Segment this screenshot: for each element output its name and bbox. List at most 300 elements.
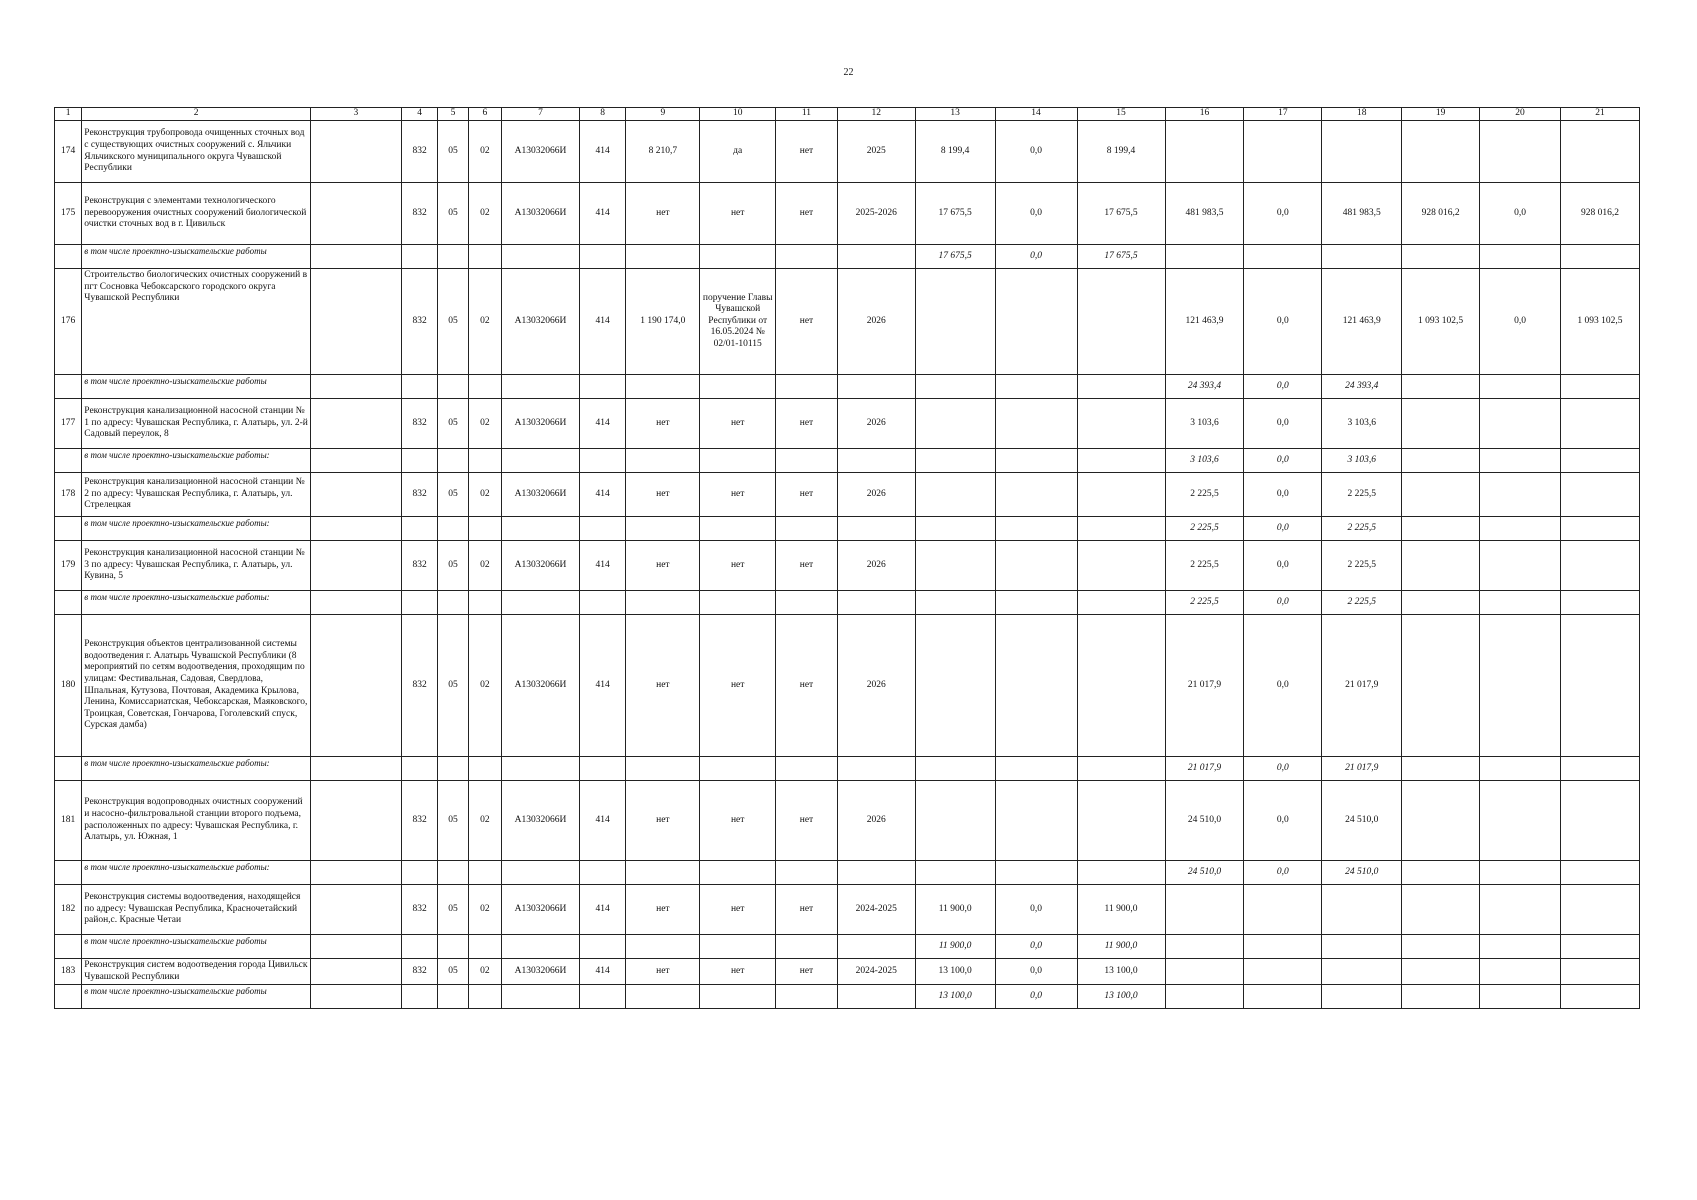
cell-empty — [837, 591, 915, 615]
cell-c10: нет — [700, 781, 776, 861]
cell-c13: 17 675,5 — [915, 245, 995, 269]
cell-c16: 2 225,5 — [1165, 517, 1244, 541]
subtotal-row-design-works — [55, 449, 1640, 473]
cell-c4: 832 — [401, 269, 437, 375]
cell-c16: 2 225,5 — [1165, 473, 1244, 517]
column-header: 1 — [55, 108, 82, 121]
cell-c20 — [1480, 541, 1561, 591]
cell-empty — [1560, 449, 1639, 473]
cell-c21 — [1560, 959, 1639, 985]
cell-empty — [579, 517, 626, 541]
cell-c16: 24 393,4 — [1165, 375, 1244, 399]
cell-empty — [579, 245, 626, 269]
cell-c13 — [915, 615, 995, 757]
cell-c12: 2026 — [837, 473, 915, 517]
cell-empty — [579, 591, 626, 615]
cell-c13 — [915, 473, 995, 517]
cell-c4: 832 — [401, 615, 437, 757]
cell-empty — [626, 375, 700, 399]
column-header: 18 — [1322, 108, 1402, 121]
cell-c4: 832 — [401, 959, 437, 985]
column-header: 14 — [995, 108, 1077, 121]
cell-c14: 0,0 — [995, 183, 1077, 245]
object-name: Реконструкция системы водоотведения, находящейся по адресу: Чувашская Республика, Красночетайский район,с. Красные Четаи — [82, 885, 311, 935]
cell-empty — [1402, 591, 1480, 615]
cell-c18: 3 103,6 — [1322, 449, 1402, 473]
cell-empty — [700, 449, 776, 473]
cell-c19 — [1402, 399, 1480, 449]
cell-c19 — [1402, 781, 1480, 861]
cell-c14 — [995, 269, 1077, 375]
row-number: 181 — [55, 781, 82, 861]
cell-c20: 0,0 — [1480, 183, 1561, 245]
cell-empty — [626, 245, 700, 269]
cell-empty — [502, 245, 580, 269]
cell-c6: 02 — [468, 541, 501, 591]
cell-c12: 2025 — [837, 121, 915, 183]
cell-empty — [837, 985, 915, 1009]
cell-c6: 02 — [468, 781, 501, 861]
cell-empty — [438, 517, 468, 541]
cell-c12: 2025-2026 — [837, 183, 915, 245]
cell-c17: 0,0 — [1244, 473, 1322, 517]
cell-empty — [776, 449, 838, 473]
cell-c9: нет — [626, 781, 700, 861]
cell-c13: 13 100,0 — [915, 985, 995, 1009]
cell-c18: 24 393,4 — [1322, 375, 1402, 399]
column-header: 13 — [915, 108, 995, 121]
cell-c8: 414 — [579, 399, 626, 449]
table-row — [55, 615, 1640, 757]
cell-empty — [626, 517, 700, 541]
cell-empty — [700, 861, 776, 885]
cell-c17: 0,0 — [1244, 375, 1322, 399]
column-header: 6 — [468, 108, 501, 121]
cell-c6: 02 — [468, 269, 501, 375]
cell-c16: 3 103,6 — [1165, 399, 1244, 449]
cell-c15 — [1077, 591, 1165, 615]
cell-c20: 0,0 — [1480, 269, 1561, 375]
cell-empty — [579, 861, 626, 885]
column-header: 2 — [82, 108, 311, 121]
cell-c8: 414 — [579, 959, 626, 985]
cell-c13 — [915, 591, 995, 615]
table-row — [55, 781, 1640, 861]
cell-c17: 0,0 — [1244, 541, 1322, 591]
cell-empty — [1402, 245, 1480, 269]
cell-c21: 928 016,2 — [1560, 183, 1639, 245]
cell-c11: нет — [776, 959, 838, 985]
cell-c14 — [995, 517, 1077, 541]
cell-empty — [401, 375, 437, 399]
cell-empty — [468, 375, 501, 399]
cell-empty — [1480, 591, 1561, 615]
cell-empty — [1402, 985, 1480, 1009]
cell-c17 — [1244, 985, 1322, 1009]
cell-empty — [1480, 517, 1561, 541]
cell-empty — [626, 861, 700, 885]
cell-c19: 1 093 102,5 — [1402, 269, 1480, 375]
cell-c19 — [1402, 541, 1480, 591]
cell-c4: 832 — [401, 399, 437, 449]
row-sublabel: в том числе проектно-изыскательские работы — [82, 985, 311, 1009]
cell-c11: нет — [776, 399, 838, 449]
cell-c5: 05 — [438, 615, 468, 757]
row-number: 175 — [55, 183, 82, 245]
row-sublabel: в том числе проектно-изыскательские работы: — [82, 757, 311, 781]
cell-empty — [502, 591, 580, 615]
cell-c12: 2024-2025 — [837, 959, 915, 985]
cell-c6: 02 — [468, 615, 501, 757]
cell-c15: 8 199,4 — [1077, 121, 1165, 183]
cell-c17 — [1244, 935, 1322, 959]
cell-empty — [438, 245, 468, 269]
column-header: 4 — [401, 108, 437, 121]
cell-c14 — [995, 399, 1077, 449]
cell-c9: нет — [626, 473, 700, 517]
cell-c7: А13032066И — [502, 781, 580, 861]
cell-c14: 0,0 — [995, 959, 1077, 985]
subtotal-row-design-works — [55, 517, 1640, 541]
cell-c15 — [1077, 861, 1165, 885]
cell-empty — [776, 861, 838, 885]
object-name: Реконструкция систем водоотведения города Цивильск Чувашской Республики — [82, 959, 311, 985]
cell-c18: 2 225,5 — [1322, 591, 1402, 615]
cell-empty — [468, 861, 501, 885]
cell-empty — [700, 245, 776, 269]
cell-empty — [310, 985, 401, 1009]
column-header: 3 — [310, 108, 401, 121]
row-sublabel: в том числе проектно-изыскательские работы — [82, 375, 311, 399]
cell-empty — [1402, 935, 1480, 959]
cell-empty — [502, 935, 580, 959]
cell-c14: 0,0 — [995, 985, 1077, 1009]
cell-empty — [55, 591, 82, 615]
cell-c14 — [995, 757, 1077, 781]
cell-c4: 832 — [401, 541, 437, 591]
cell-c18: 2 225,5 — [1322, 517, 1402, 541]
column-header: 12 — [837, 108, 915, 121]
cell-c17: 0,0 — [1244, 861, 1322, 885]
cell-c9: 1 190 174,0 — [626, 269, 700, 375]
cell-empty — [55, 757, 82, 781]
object-name: Реконструкция с элементами технологического перевооружения очистных сооружений биологической очистки сточных вод в г. Цивильск — [82, 183, 311, 245]
cell-empty — [626, 985, 700, 1009]
table-row — [55, 541, 1640, 591]
cell-empty — [468, 245, 501, 269]
subtotal-row-design-works — [55, 375, 1640, 399]
cell-c8: 414 — [579, 183, 626, 245]
cell-c16: 121 463,9 — [1165, 269, 1244, 375]
cell-c7: А13032066И — [502, 959, 580, 985]
cell-c17: 0,0 — [1244, 183, 1322, 245]
cell-empty — [310, 517, 401, 541]
cell-c14 — [995, 473, 1077, 517]
row-sublabel: в том числе проектно-изыскательские работы — [82, 245, 311, 269]
object-name: Реконструкция канализационной насосной станции № 2 по адресу: Чувашская Республика, г. Алатырь, ул. Стрелецкая — [82, 473, 311, 517]
cell-empty — [1560, 591, 1639, 615]
cell-c15: 17 675,5 — [1077, 183, 1165, 245]
cell-empty — [700, 517, 776, 541]
cell-c21 — [1560, 541, 1639, 591]
cell-empty — [776, 517, 838, 541]
cell-c9: нет — [626, 399, 700, 449]
cell-empty — [1480, 861, 1561, 885]
cell-c13 — [915, 449, 995, 473]
cell-empty — [776, 245, 838, 269]
cell-c8: 414 — [579, 269, 626, 375]
cell-c13 — [915, 269, 995, 375]
cell-empty — [502, 757, 580, 781]
cell-c21 — [1560, 781, 1639, 861]
cell-c17: 0,0 — [1244, 449, 1322, 473]
cell-empty — [700, 375, 776, 399]
cell-empty — [401, 757, 437, 781]
cell-c10: нет — [700, 473, 776, 517]
table-row — [55, 121, 1640, 183]
cell-c4: 832 — [401, 183, 437, 245]
column-header: 19 — [1402, 108, 1480, 121]
cell-c21 — [1560, 885, 1639, 935]
cell-c9: нет — [626, 959, 700, 985]
cell-c18 — [1322, 959, 1402, 985]
cell-empty — [401, 245, 437, 269]
cell-empty — [626, 449, 700, 473]
cell-c17: 0,0 — [1244, 269, 1322, 375]
cell-c14 — [995, 591, 1077, 615]
cell-c18: 2 225,5 — [1322, 541, 1402, 591]
column-header: 8 — [579, 108, 626, 121]
cell-empty — [401, 449, 437, 473]
cell-empty — [468, 449, 501, 473]
cell-c15 — [1077, 473, 1165, 517]
cell-empty — [401, 985, 437, 1009]
cell-empty — [438, 591, 468, 615]
cell-c13 — [915, 399, 995, 449]
cell-empty — [1560, 517, 1639, 541]
cell-c15 — [1077, 615, 1165, 757]
cell-empty — [55, 245, 82, 269]
cell-c15 — [1077, 781, 1165, 861]
subtotal-row-design-works — [55, 935, 1640, 959]
cell-c5: 05 — [438, 473, 468, 517]
cell-c5: 05 — [438, 781, 468, 861]
cell-c3 — [310, 473, 401, 517]
cell-empty — [700, 591, 776, 615]
cell-c16: 3 103,6 — [1165, 449, 1244, 473]
cell-c21 — [1560, 615, 1639, 757]
cell-c14 — [995, 541, 1077, 591]
row-sublabel: в том числе проектно-изыскательские работы: — [82, 449, 311, 473]
cell-c15 — [1077, 269, 1165, 375]
cell-c8: 414 — [579, 473, 626, 517]
cell-empty — [55, 449, 82, 473]
cell-c6: 02 — [468, 959, 501, 985]
cell-c5: 05 — [438, 399, 468, 449]
row-number: 182 — [55, 885, 82, 935]
cell-c10: нет — [700, 959, 776, 985]
cell-empty — [55, 861, 82, 885]
cell-c10: поручение Главы Чувашской Республики от 16.05.2024 № 02/01-10115 — [700, 269, 776, 375]
cell-c15 — [1077, 757, 1165, 781]
cell-c15 — [1077, 541, 1165, 591]
column-header: 16 — [1165, 108, 1244, 121]
cell-c7: А13032066И — [502, 541, 580, 591]
cell-c15: 13 100,0 — [1077, 985, 1165, 1009]
table-header — [55, 108, 1640, 121]
cell-c19 — [1402, 473, 1480, 517]
cell-c13: 13 100,0 — [915, 959, 995, 985]
cell-empty — [776, 375, 838, 399]
cell-empty — [468, 985, 501, 1009]
cell-c13 — [915, 517, 995, 541]
cell-c17 — [1244, 245, 1322, 269]
cell-c20 — [1480, 885, 1561, 935]
cell-c11: нет — [776, 183, 838, 245]
cell-c12: 2026 — [837, 615, 915, 757]
subtotal-row-design-works — [55, 861, 1640, 885]
cell-empty — [1402, 375, 1480, 399]
cell-c5: 05 — [438, 269, 468, 375]
cell-c7: А13032066И — [502, 473, 580, 517]
cell-c16: 24 510,0 — [1165, 861, 1244, 885]
cell-c12: 2026 — [837, 399, 915, 449]
cell-c8: 414 — [579, 541, 626, 591]
cell-c20 — [1480, 121, 1561, 183]
cell-empty — [502, 985, 580, 1009]
cell-empty — [55, 375, 82, 399]
cell-c18: 21 017,9 — [1322, 757, 1402, 781]
cell-c8: 414 — [579, 885, 626, 935]
column-header: 10 — [700, 108, 776, 121]
cell-c18 — [1322, 935, 1402, 959]
cell-c4: 832 — [401, 885, 437, 935]
cell-c9: 8 210,7 — [626, 121, 700, 183]
cell-empty — [700, 757, 776, 781]
cell-empty — [1560, 861, 1639, 885]
cell-empty — [837, 375, 915, 399]
object-name: Строительство биологических очистных сооружений в пгт Сосновка Чебоксарского городского округа Чувашской Республики — [82, 269, 311, 375]
cell-c19 — [1402, 615, 1480, 757]
cell-c17 — [1244, 121, 1322, 183]
cell-empty — [310, 861, 401, 885]
cell-c18 — [1322, 885, 1402, 935]
cell-empty — [502, 375, 580, 399]
cell-empty — [837, 861, 915, 885]
cell-c11: нет — [776, 473, 838, 517]
cell-c3 — [310, 781, 401, 861]
object-name: Реконструкция канализационной насосной станции № 1 по адресу: Чувашская Республика, г. Алатырь, ул. 2-й Садовый переулок, 8 — [82, 399, 311, 449]
cell-c7: А13032066И — [502, 885, 580, 935]
cell-c19 — [1402, 885, 1480, 935]
cell-empty — [1480, 757, 1561, 781]
cell-c16 — [1165, 885, 1244, 935]
cell-c21: 1 093 102,5 — [1560, 269, 1639, 375]
row-sublabel: в том числе проектно-изыскательские работы: — [82, 517, 311, 541]
cell-empty — [310, 449, 401, 473]
cell-c6: 02 — [468, 121, 501, 183]
cell-empty — [502, 517, 580, 541]
cell-c14: 0,0 — [995, 885, 1077, 935]
cell-c5: 05 — [438, 183, 468, 245]
subtotal-row-design-works — [55, 245, 1640, 269]
cell-c13: 17 675,5 — [915, 183, 995, 245]
cell-c5: 05 — [438, 541, 468, 591]
cell-c20 — [1480, 615, 1561, 757]
cell-c3 — [310, 541, 401, 591]
cell-empty — [438, 449, 468, 473]
row-sublabel: в том числе проектно-изыскательские работы — [82, 935, 311, 959]
cell-c16 — [1165, 245, 1244, 269]
cell-c15: 17 675,5 — [1077, 245, 1165, 269]
cell-c3 — [310, 269, 401, 375]
row-number: 177 — [55, 399, 82, 449]
cell-c3 — [310, 615, 401, 757]
object-name: Реконструкция трубопровода очищенных сточных вод с существующих очистных сооружений с. Яльчики Яльчикского муниципального округа Чувашской Республики — [82, 121, 311, 183]
cell-c12: 2026 — [837, 781, 915, 861]
cell-empty — [1560, 245, 1639, 269]
cell-c7: А13032066И — [502, 121, 580, 183]
cell-c21 — [1560, 473, 1639, 517]
cell-empty — [438, 861, 468, 885]
cell-empty — [438, 985, 468, 1009]
cell-c11: нет — [776, 781, 838, 861]
cell-c12: 2024-2025 — [837, 885, 915, 935]
cell-c19: 928 016,2 — [1402, 183, 1480, 245]
cell-c17: 0,0 — [1244, 517, 1322, 541]
cell-c12: 2026 — [837, 541, 915, 591]
cell-c8: 414 — [579, 121, 626, 183]
cell-empty — [837, 935, 915, 959]
cell-c17: 0,0 — [1244, 781, 1322, 861]
column-header: 11 — [776, 108, 838, 121]
cell-c4: 832 — [401, 121, 437, 183]
cell-c19 — [1402, 959, 1480, 985]
cell-c18: 481 983,5 — [1322, 183, 1402, 245]
cell-c16: 2 225,5 — [1165, 591, 1244, 615]
cell-empty — [401, 591, 437, 615]
row-number: 179 — [55, 541, 82, 591]
cell-c3 — [310, 399, 401, 449]
cell-c5: 05 — [438, 959, 468, 985]
cell-empty — [700, 935, 776, 959]
subtotal-row-design-works — [55, 985, 1640, 1009]
cell-c13 — [915, 781, 995, 861]
cell-c21 — [1560, 399, 1639, 449]
cell-empty — [310, 757, 401, 781]
cell-empty — [310, 245, 401, 269]
cell-c3 — [310, 183, 401, 245]
cell-c14: 0,0 — [995, 245, 1077, 269]
cell-c21 — [1560, 121, 1639, 183]
cell-c10: нет — [700, 615, 776, 757]
cell-c10: нет — [700, 885, 776, 935]
cell-c3 — [310, 885, 401, 935]
column-header: 15 — [1077, 108, 1165, 121]
cell-empty — [1560, 375, 1639, 399]
cell-c15 — [1077, 449, 1165, 473]
cell-c11: нет — [776, 615, 838, 757]
cell-empty — [1560, 757, 1639, 781]
cell-empty — [700, 985, 776, 1009]
table-row — [55, 183, 1640, 245]
cell-c7: А13032066И — [502, 269, 580, 375]
cell-empty — [579, 375, 626, 399]
table-row — [55, 473, 1640, 517]
cell-empty — [468, 935, 501, 959]
cell-empty — [1402, 449, 1480, 473]
cell-c13: 11 900,0 — [915, 885, 995, 935]
